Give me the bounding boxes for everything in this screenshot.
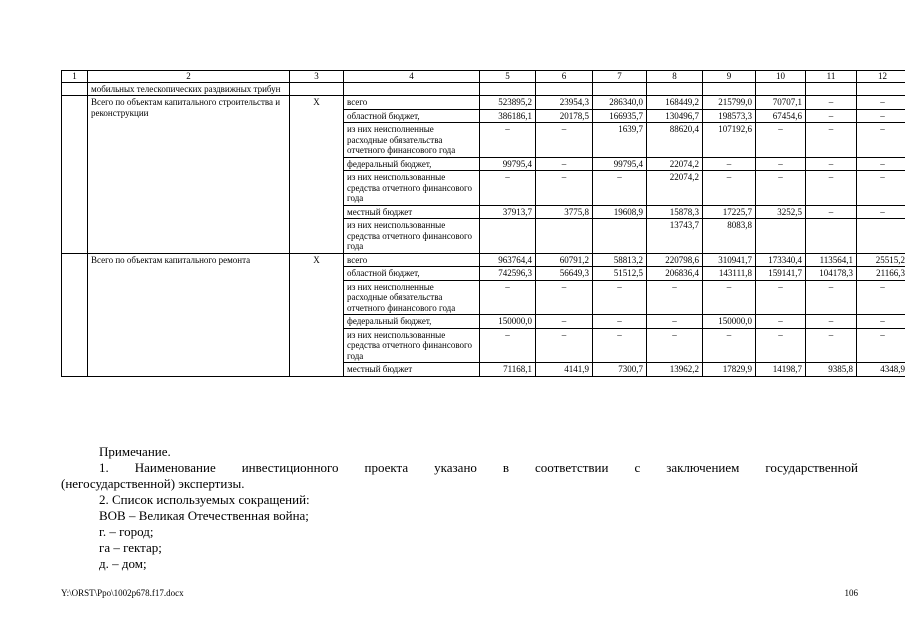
value-cell: – — [647, 280, 703, 315]
row-label: областной бюджет, — [344, 267, 480, 281]
row-label: из них неиспользованные средства отчетного финансового года — [344, 219, 480, 254]
row-label: всего — [344, 253, 480, 267]
value-cell: 963764,4 — [480, 253, 536, 267]
value-cell — [593, 219, 647, 254]
value-cell: – — [857, 171, 905, 206]
page-number: 106 — [844, 588, 858, 598]
footer-file-path: Y:\ORST\Ppo\1002p678.f17.docx — [61, 588, 184, 598]
row-label: из них неиспользованные средства отчетного финансового года — [344, 328, 480, 363]
header-cell: 5 — [480, 71, 536, 83]
value-cell: – — [703, 328, 756, 363]
value-cell: – — [806, 315, 857, 329]
value-cell: 523895,2 — [480, 96, 536, 110]
value-cell: 4348,9 — [857, 363, 905, 377]
header-cell: 8 — [647, 71, 703, 83]
value-cell: 166935,7 — [593, 109, 647, 123]
value-cell: – — [857, 157, 905, 171]
note-item-2: 2. Список используемых сокращений: — [99, 492, 310, 507]
row-number-cell — [62, 96, 88, 254]
value-cell: – — [647, 328, 703, 363]
value-cell: 173340,4 — [756, 253, 806, 267]
value-cell: 99795,4 — [480, 157, 536, 171]
value-cell: 23954,3 — [536, 96, 593, 110]
header-cell: 9 — [703, 71, 756, 83]
value-cell: 742596,3 — [480, 267, 536, 281]
value-cell: 1639,7 — [593, 123, 647, 158]
value-cell: 3775,8 — [536, 205, 593, 219]
value-cell: – — [536, 280, 593, 315]
value-cell: – — [536, 315, 593, 329]
group-name: Всего по объектам капитального строительства и реконструкции — [88, 96, 290, 254]
row-label: всего — [344, 96, 480, 110]
value-cell — [536, 219, 593, 254]
value-cell: – — [806, 123, 857, 158]
value-cell: 22074,2 — [647, 171, 703, 206]
value-cell: 51512,5 — [593, 267, 647, 281]
value-cell: – — [806, 157, 857, 171]
value-cell: – — [756, 171, 806, 206]
value-cell: – — [593, 315, 647, 329]
value-cell: – — [536, 328, 593, 363]
row-label: федеральный бюджет, — [344, 157, 480, 171]
notes-title: Примечание. — [99, 444, 171, 459]
table-body — [62, 71, 905, 377]
value-cell: – — [857, 123, 905, 158]
row-label: из них неисполненные расходные обязательства отчетного финансового года — [344, 123, 480, 158]
row-label: местный бюджет — [344, 205, 480, 219]
continuation-label: мобильных телескопических раздвижных трибун — [88, 82, 290, 96]
value-cell — [857, 219, 905, 254]
value-cell: 17829,9 — [703, 363, 756, 377]
value-cell: 3252,5 — [756, 205, 806, 219]
value-cell: 9385,8 — [806, 363, 857, 377]
header-cell: 6 — [536, 71, 593, 83]
value-cell: 150000,0 — [480, 315, 536, 329]
value-cell: 220798,6 — [647, 253, 703, 267]
value-cell: 215799,0 — [703, 96, 756, 110]
value-cell: 71168,1 — [480, 363, 536, 377]
value-cell: 56649,3 — [536, 267, 593, 281]
value-cell: – — [593, 328, 647, 363]
value-cell: 113564,1 — [806, 253, 857, 267]
value-cell — [480, 219, 536, 254]
row-label: из них неиспользованные средства отчетного финансового года — [344, 171, 480, 206]
value-cell: 14198,7 — [756, 363, 806, 377]
header-cell: 11 — [806, 71, 857, 83]
value-cell: – — [806, 280, 857, 315]
value-cell: 37913,7 — [480, 205, 536, 219]
value-cell: 17225,7 — [703, 205, 756, 219]
header-cell: 1 — [62, 71, 88, 83]
value-cell: – — [703, 280, 756, 315]
value-cell: – — [806, 205, 857, 219]
group-mark: Х — [290, 253, 344, 376]
value-cell: – — [857, 205, 905, 219]
value-cell: 60791,2 — [536, 253, 593, 267]
notes-section — [61, 444, 858, 572]
note-item-1: 1. Наименование инвестиционного проекта указано в соответствии с заключением государственной — [99, 460, 858, 475]
value-cell: – — [480, 280, 536, 315]
value-cell: 168449,2 — [647, 96, 703, 110]
value-cell: 88620,4 — [647, 123, 703, 158]
value-cell: 8083,8 — [703, 219, 756, 254]
value-cell: – — [756, 315, 806, 329]
value-cell: 19608,9 — [593, 205, 647, 219]
value-cell: – — [593, 280, 647, 315]
abbreviation-gorod: г. – город; — [99, 524, 154, 539]
value-cell: – — [593, 171, 647, 206]
header-cell: 7 — [593, 71, 647, 83]
header-cell: 10 — [756, 71, 806, 83]
abbreviation-dom: д. – дом; — [99, 556, 147, 571]
value-cell: 21166,3 — [857, 267, 905, 281]
value-cell: – — [703, 171, 756, 206]
value-cell: – — [756, 328, 806, 363]
value-cell: – — [536, 171, 593, 206]
value-cell: – — [806, 109, 857, 123]
value-cell: – — [480, 328, 536, 363]
value-cell — [756, 219, 806, 254]
value-cell: 198573,3 — [703, 109, 756, 123]
value-cell: – — [536, 157, 593, 171]
header-row — [62, 71, 905, 83]
value-cell: 286340,0 — [593, 96, 647, 110]
value-cell: 13962,2 — [647, 363, 703, 377]
value-cell: – — [480, 123, 536, 158]
value-cell: 310941,7 — [703, 253, 756, 267]
value-cell: – — [756, 280, 806, 315]
value-cell: – — [806, 171, 857, 206]
value-cell: – — [703, 157, 756, 171]
value-cell: – — [806, 328, 857, 363]
value-cell: 99795,4 — [593, 157, 647, 171]
header-cell: 4 — [344, 71, 480, 83]
value-cell: 25515,2 — [857, 253, 905, 267]
group-mark: Х — [290, 96, 344, 254]
value-cell: 22074,2 — [647, 157, 703, 171]
value-cell — [806, 219, 857, 254]
row-label: областной бюджет, — [344, 109, 480, 123]
row-label: федеральный бюджет, — [344, 315, 480, 329]
table-row — [62, 96, 905, 110]
value-cell: – — [536, 123, 593, 158]
value-cell: – — [857, 280, 905, 315]
value-cell: 130496,7 — [647, 109, 703, 123]
header-cell: 3 — [290, 71, 344, 83]
value-cell: 20178,5 — [536, 109, 593, 123]
value-cell: 4141,9 — [536, 363, 593, 377]
value-cell: 159141,7 — [756, 267, 806, 281]
row-number-cell — [62, 253, 88, 376]
value-cell: 13743,7 — [647, 219, 703, 254]
abbreviation-vov: ВОВ – Великая Отечественная война; — [99, 508, 309, 523]
value-cell: 70707,1 — [756, 96, 806, 110]
value-cell: – — [756, 157, 806, 171]
value-cell: 104178,3 — [806, 267, 857, 281]
header-cell: 2 — [88, 71, 290, 83]
value-cell: 386186,1 — [480, 109, 536, 123]
value-cell: 58813,2 — [593, 253, 647, 267]
value-cell: 67454,6 — [756, 109, 806, 123]
value-cell: 150000,0 — [703, 315, 756, 329]
value-cell: 107192,6 — [703, 123, 756, 158]
table-row — [62, 253, 905, 267]
value-cell: – — [647, 315, 703, 329]
value-cell: 143111,8 — [703, 267, 756, 281]
group-name: Всего по объектам капитального ремонта — [88, 253, 290, 376]
value-cell: – — [857, 315, 905, 329]
value-cell: – — [857, 109, 905, 123]
value-cell: – — [480, 171, 536, 206]
value-cell: 206836,4 — [647, 267, 703, 281]
abbreviation-gektar: га – гектар; — [99, 540, 162, 555]
continuation-row — [62, 82, 905, 96]
value-cell: – — [857, 328, 905, 363]
value-cell: 7300,7 — [593, 363, 647, 377]
row-label: местный бюджет — [344, 363, 480, 377]
value-cell: – — [806, 96, 857, 110]
value-cell: 15878,3 — [647, 205, 703, 219]
budget-table — [61, 70, 905, 377]
header-cell: 12 — [857, 71, 905, 83]
value-cell: – — [857, 96, 905, 110]
value-cell: – — [756, 123, 806, 158]
note-item-1-continuation: (негосударственной) экспертизы. — [61, 476, 245, 491]
row-label: из них неисполненные расходные обязательства отчетного финансового года — [344, 280, 480, 315]
